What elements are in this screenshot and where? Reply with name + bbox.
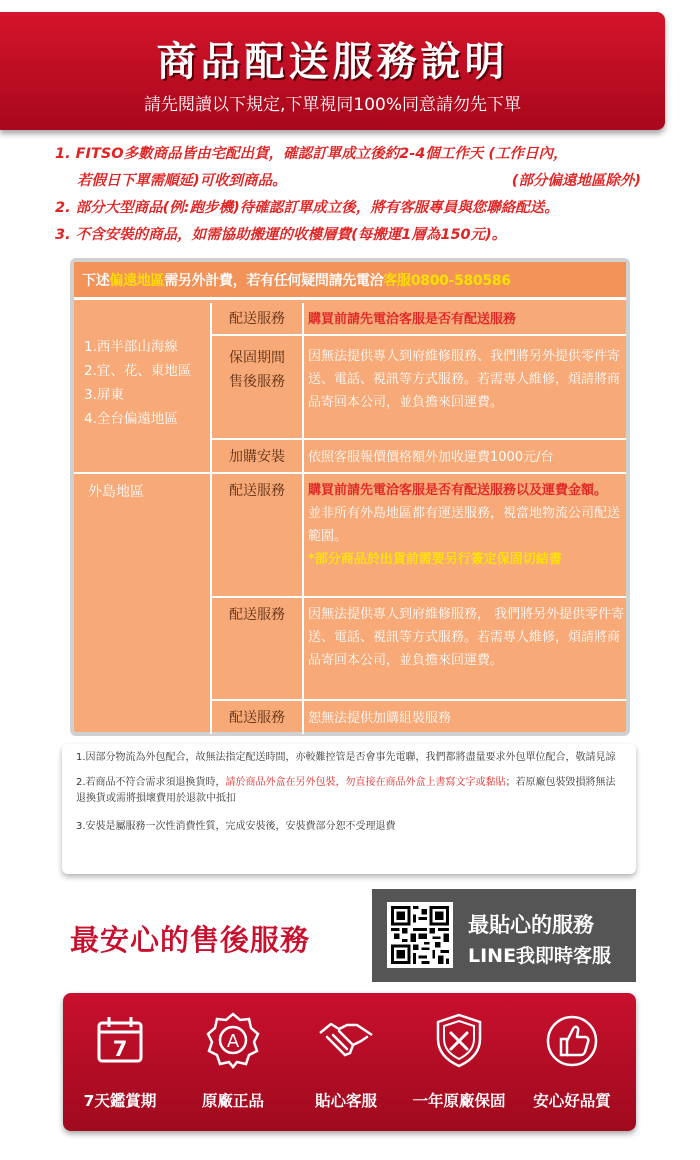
column-divider	[210, 303, 212, 734]
service-phone: 0800-580586	[410, 273, 511, 289]
column-divider	[302, 303, 304, 734]
row-text-white: 並非所有外島地區都有運送服務，視當地物流公司配送範圍。	[308, 506, 621, 544]
row-text: 依照客服報價價格額外加收運費1000元/台	[308, 450, 554, 465]
page-title: 商品配送服務說明	[156, 39, 509, 85]
region-item: 1.西半部山海線	[84, 339, 178, 355]
remote-area-table	[70, 258, 630, 736]
service-label: 配送服務	[229, 311, 285, 327]
note-3: 3.安裝是屬服務一次性消費性質，完成安裝後，安裝費部分恕不受理退費	[76, 821, 396, 832]
rule-1-line-b	[55, 168, 655, 195]
service-label-aftersales: 售後服務	[229, 374, 285, 390]
feature-warranty	[404, 1011, 514, 1129]
handshake-icon	[317, 1011, 375, 1069]
header-service-label: 客服	[383, 273, 411, 289]
header-middle: 需另外計費，若有任何疑問請先電洽	[164, 273, 384, 289]
notes-box	[62, 744, 636, 874]
note-2	[76, 775, 624, 807]
line-qr-code[interactable]	[387, 902, 453, 968]
shield-tools-icon	[430, 1011, 488, 1069]
service-label: 加購安裝	[229, 449, 285, 465]
feature-label: 一年原廠保固	[412, 1092, 506, 1110]
rule-2: 2. 部分大型商品(例:跑步機)待確認訂單成立後，將有客服專員與您聯絡配送。	[55, 200, 559, 216]
svg-text:7: 7	[112, 1037, 128, 1061]
service-label: 配送服務	[229, 607, 285, 623]
service-label: 配送服務	[229, 483, 285, 499]
row-text	[308, 479, 628, 571]
feature-support	[291, 1011, 401, 1129]
row-text: 恕無法提供加購組裝服務	[308, 711, 452, 726]
feature-label: 安心好品質	[533, 1092, 611, 1110]
rule-1-text: 若假日下單需順延)可收到商品。	[77, 173, 287, 189]
service-label: 配送服務	[229, 710, 285, 726]
page-subtitle: 請先閱讀以下規定,下單視同100%同意請勿先下單	[143, 95, 521, 115]
shipping-rules	[55, 141, 655, 249]
region-item: 3.屏東	[84, 387, 124, 403]
service-label-warranty: 保固期間	[229, 350, 285, 366]
aftersales-tagline: 最安心的售後服務	[70, 923, 311, 957]
feature-label: 原廠正品	[201, 1092, 264, 1110]
region-divider	[74, 472, 210, 474]
rule-1-line-a: 1. FITSO多數商品皆由宅配出貨，確認訂單成立後約2-4個工作天 (工作日內，	[55, 146, 568, 162]
row-divider	[210, 596, 626, 598]
row-divider	[210, 438, 626, 440]
row-text-red: 購買前請先電洽客服是否有配送服務以及運費金額。	[308, 483, 608, 498]
region-item: 4.全台偏遠地區	[84, 411, 178, 427]
row-text: 因無法提供專人到府維修服務、我們將另外提供零件寄送、電話、視訊等方式服務。若需專人維修，煩請將商品寄回本公司，並負擔來回運費。	[308, 349, 621, 410]
rule-1-exception: (部分偏遠地區除外)	[511, 173, 641, 189]
calendar-7-icon	[91, 1011, 149, 1069]
note-2-a: 2.若商品不符合需求須退換貨時，	[76, 777, 226, 788]
feature-7-day	[65, 1011, 175, 1129]
row-text: 因無法提供專人到府維修服務， 我們將另外提供零件寄送、電話、視訊等方式服務。若需專人維修，煩請將商品寄回本公司，並負擔來回運費。	[308, 607, 625, 668]
header-highlight: 偏遠地區	[109, 273, 165, 289]
note-2-b: ；若原廠包裝毀損將無法退換貨或需將損壞費用於退款中抵扣	[76, 777, 616, 804]
row-divider	[210, 472, 626, 474]
header-prefix: 下述	[82, 273, 110, 289]
region-remote-list	[84, 335, 191, 431]
badge-a-icon	[204, 1011, 262, 1069]
row-divider	[210, 334, 626, 336]
note-1: 1.因部分物流為外包配合，故無法指定配送時間，亦較難控管是否會事先電聯，我們都將盡量要求外包單位配合，敬請見諒	[76, 752, 616, 763]
svg-text:A: A	[226, 1031, 240, 1052]
rule-3: 3. 不含安裝的商品，如需協助搬運的收樓層費(每搬運1層為150元)。	[55, 227, 507, 243]
line-service-box[interactable]	[372, 889, 636, 982]
row-divider	[210, 699, 626, 701]
row-text: 購買前請先電洽客服是否有配送服務	[308, 312, 517, 327]
region-item: 2.宜、花、東地區	[84, 363, 192, 379]
feature-genuine	[178, 1011, 288, 1129]
feature-label: 貼心客服	[314, 1092, 377, 1110]
row-text-yellow: *部分商品於出貨前需要另行簽定保固切結書	[308, 552, 562, 567]
region-outlying-islands: 外島地區	[88, 484, 144, 500]
feature-strip	[63, 993, 636, 1131]
feature-label: 7天鑑賞期	[83, 1092, 157, 1110]
line-service-subtitle: LINE我即時客服	[468, 945, 612, 967]
header-banner	[0, 12, 665, 130]
table-header	[74, 262, 626, 300]
service-label	[214, 346, 300, 394]
line-service-title: 最貼心的服務	[468, 913, 594, 937]
note-2-highlight: 請於商品外盒在另外包裝，勿直接在商品外盒上書寫文字或黏貼	[225, 777, 506, 788]
feature-quality	[517, 1011, 627, 1129]
thumbs-up-icon	[543, 1011, 601, 1069]
